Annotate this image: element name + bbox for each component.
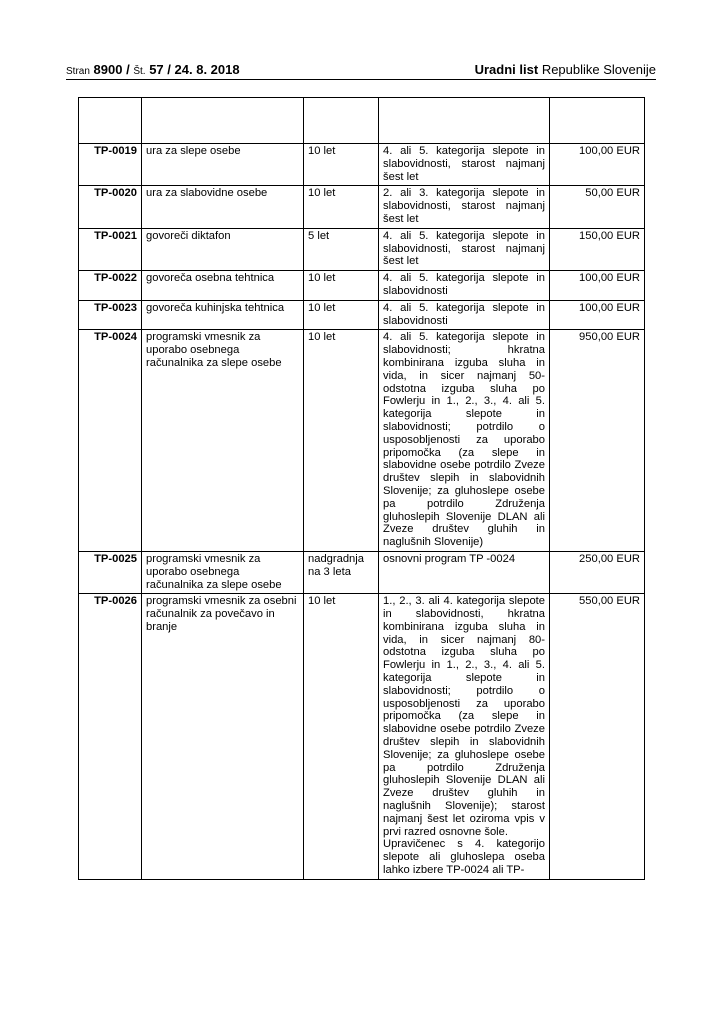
row-conditions-cell [379, 228, 550, 270]
table-row [79, 228, 645, 270]
row-name-cell: ura za slepe osebe [142, 144, 304, 186]
row-code-cell: TP-0022 [79, 271, 142, 301]
row-term-cell: 10 let [304, 144, 379, 186]
page-header [66, 62, 656, 78]
row-term-cell: 10 let [304, 300, 379, 330]
condition-paragraph: 2. ali 3. kategorija slepote in slabovidnosti, starost najmanj šest let [383, 187, 545, 225]
table-cell [550, 98, 645, 144]
condition-paragraph: Upravičenec s 4. kategorijo slepote ali gluhoslepa oseba lahko izbere TP-0024 ali TP- [383, 838, 545, 877]
row-code-cell: TP-0019 [79, 144, 142, 186]
row-code-cell: TP-0020 [79, 186, 142, 228]
row-code-cell: TP-0021 [79, 228, 142, 270]
table-cell [304, 98, 379, 144]
publication-title-bold: Uradni list [474, 62, 539, 77]
row-price-cell: 50,00 EUR [550, 186, 645, 228]
row-conditions-cell [379, 551, 550, 593]
table-cell [379, 98, 550, 144]
table-row [79, 186, 645, 228]
condition-paragraph: 4. ali 5. kategorija slepote in slabovidnosti [383, 301, 545, 327]
row-term-cell: 10 let [304, 186, 379, 228]
condition-paragraph: 4. ali 5. kategorija slepote in slabovidnosti, starost najmanj šest let [383, 145, 545, 183]
row-conditions-cell [379, 330, 550, 552]
row-conditions-cell [379, 300, 550, 330]
row-code-cell: TP-0025 [79, 551, 142, 593]
table-row [79, 594, 645, 880]
issue-date: 24. 8. 2018 [174, 62, 240, 77]
table-body [79, 98, 645, 880]
table-cell [142, 98, 304, 144]
issue-label: Št. [133, 66, 146, 77]
row-price-cell: 100,00 EUR [550, 144, 645, 186]
publication-title [475, 62, 656, 77]
row-code-cell: TP-0023 [79, 300, 142, 330]
row-name-cell: programski vmesnik za osebni računalnik za povečavo in branje [142, 594, 304, 880]
stran-label: Stran [66, 66, 90, 77]
row-name-cell: programski vmesnik za uporabo osebnega računalnika za slepe osebe [142, 330, 304, 552]
condition-paragraph: 4. ali 5. kategorija slepote in slabovidnosti; hkratna kombinirana izguba sluha in vida, in sicer najmanj 50-odstotna izguba sluha po Fowlerju in 1., 2., 3., 4. ali 5. kategorija slepote in slabovidnosti; potrdilo o usposobljenosti za uporabo pripomočka (za slepe in slabovidne osebe potrdilo Zveze društev slepih in slabovidnih Slovenije; za gluhoslepe osebe pa potrdilo Združenja gluhoslepih Slovenije DLAN ali Zveze društev gluhih in naglušnih Slovenije) [383, 331, 545, 549]
row-price-cell: 950,00 EUR [550, 330, 645, 552]
row-conditions-cell [379, 186, 550, 228]
row-name-cell: ura za slabovidne osebe [142, 186, 304, 228]
row-price-cell: 100,00 EUR [550, 300, 645, 330]
row-conditions-cell [379, 594, 550, 880]
table-cell [79, 98, 142, 144]
issue-number: 57 [149, 62, 164, 77]
row-term-cell: nadgradnja na 3 leta [304, 551, 379, 593]
header-separator: / [167, 62, 171, 77]
header-rule [66, 79, 656, 80]
row-name-cell: govoreča kuhinjska tehtnica [142, 300, 304, 330]
row-term-cell: 10 let [304, 330, 379, 552]
row-price-cell: 100,00 EUR [550, 271, 645, 301]
table-row [79, 300, 645, 330]
condition-paragraph: 4. ali 5. kategorija slepote in slabovidnosti, starost najmanj šest let [383, 229, 545, 268]
row-price-cell: 250,00 EUR [550, 551, 645, 593]
table-blank-row [79, 98, 645, 144]
aids-table [78, 97, 645, 880]
table-row [79, 330, 645, 552]
row-name-cell: programski vmesnik za uporabo osebnega računalnika za slepe osebe [142, 551, 304, 593]
row-code-cell: TP-0024 [79, 330, 142, 552]
table-row [79, 551, 645, 593]
header-separator: / [126, 62, 130, 77]
row-code-cell: TP-0026 [79, 594, 142, 880]
row-price-cell: 150,00 EUR [550, 228, 645, 270]
condition-paragraph: 1., 2., 3. ali 4. kategorija slepote in slabovidnosti, hkratna kombinirana izguba sluha in vida, in sicer najmanj 80-odstotna izguba sluha po Fowlerju in 1., 2., 3., 4. ali 5. kategorija slepote in slabovidnosti; potrdilo o usposobljenosti za uporabo pripomočka (za slepe in slabovidne osebe potrdilo Zveze društev slepih in slabovidnih Slovenije; za gluhoslepe osebe pa potrdilo Združenja gluhoslepih Slovenije DLAN ali Zveze društev gluhih in naglušnih Slovenije); starost najmanj šest let oziroma vpis v prvi razred osnovne šole. [383, 595, 545, 838]
row-term-cell: 10 let [304, 271, 379, 301]
row-conditions-cell [379, 271, 550, 301]
row-term-cell: 10 let [304, 594, 379, 880]
table-row [79, 144, 645, 186]
row-price-cell: 550,00 EUR [550, 594, 645, 880]
row-conditions-cell [379, 144, 550, 186]
row-name-cell: govoreči diktafon [142, 228, 304, 270]
row-term-cell: 5 let [304, 228, 379, 270]
publication-title-rest: Republike Slovenije [541, 62, 656, 77]
condition-paragraph: 4. ali 5. kategorija slepote in slabovidnosti [383, 272, 545, 297]
table-row [79, 271, 645, 301]
condition-paragraph: osnovni program TP -0024 [383, 552, 516, 565]
page-number: 8900 [93, 62, 123, 77]
row-name-cell: govoreča osebna tehtnica [142, 271, 304, 301]
page-header-left [66, 62, 240, 77]
